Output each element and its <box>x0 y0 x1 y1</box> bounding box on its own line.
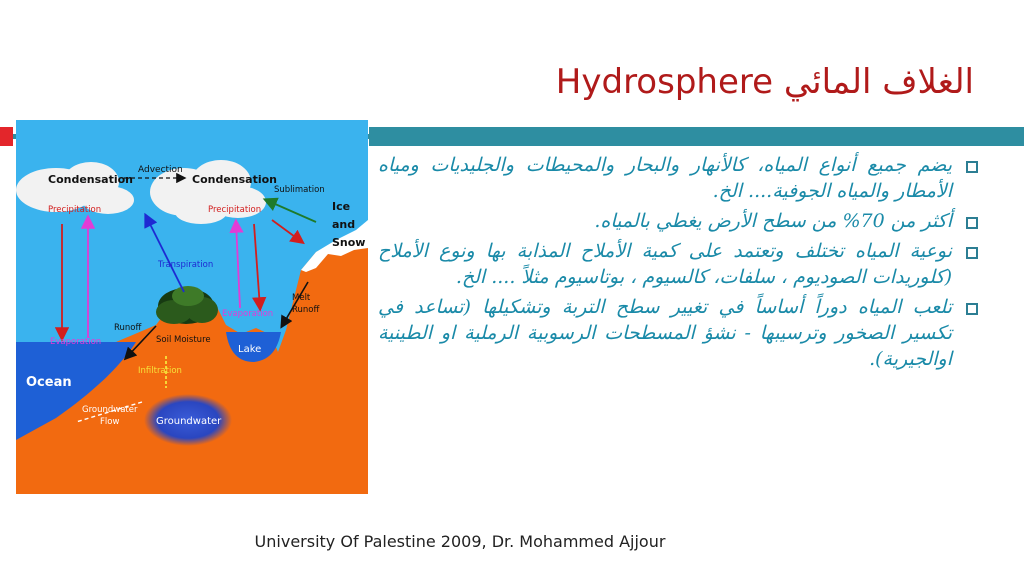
bullet-text: تلعب المياه دوراً أساساً في تغيير سطح التربة وتشكيلها (تساعد في تكسير الصخور وترسيبها - نشؤ المسطحات الرسوبية الرملية او الطينية اوالجيرية). <box>378 296 952 370</box>
bullet-square-icon <box>966 161 978 173</box>
label-evaporation-left: Evaporation <box>50 337 102 347</box>
bullet-item <box>378 294 980 372</box>
label-melt-runoff: Runoff <box>292 305 320 315</box>
label-precipitation-right: Precipitation <box>208 205 262 215</box>
label-ice: Ice <box>332 200 351 213</box>
bullet-square-icon <box>966 303 978 315</box>
label-condensation-left: Condensation <box>48 173 134 186</box>
label-groundwater: Groundwater <box>156 416 222 427</box>
label-soil-moisture: Soil Moisture <box>156 335 211 345</box>
label-precipitation-left: Precipitation <box>48 205 102 215</box>
title-accent-red <box>0 127 13 146</box>
bullet-item <box>378 152 980 204</box>
label-condensation-right: Condensation <box>192 173 278 186</box>
label-melt: Melt <box>292 293 311 303</box>
label-ocean: Ocean <box>26 375 72 390</box>
label-transpiration: Transpiration <box>158 260 214 270</box>
label-groundwater-flow-2: Flow <box>100 417 120 427</box>
bullet-item <box>378 238 980 290</box>
bullet-text: أكثر من 70% من سطح الأرض يغطي بالمياه. <box>594 210 952 232</box>
label-evaporation-mid: Evaporation <box>222 309 274 319</box>
bullet-square-icon <box>966 217 978 229</box>
label-snow: Snow <box>332 236 366 249</box>
bullet-square-icon <box>966 247 978 259</box>
bullet-text: يضم جميع أنواع المياه، كالأنهار والبحار والمحيطات والجليديات ومياه الأمطار والمياه الجوفية.... الخ. <box>378 154 952 202</box>
bullet-item <box>378 208 980 234</box>
slide-footer: University Of Palestine 2009, Dr. Mohammed Ajjour <box>254 532 666 551</box>
title-divider-bar <box>369 127 1024 146</box>
bullet-list <box>378 152 980 376</box>
slide-title: Hydrosphere الغلاف المائي <box>555 62 974 102</box>
label-sublimation: Sublimation <box>274 185 325 195</box>
bullet-text: نوعية المياه تختلف وتعتمد على كمية الأملاح المذابة بها ونوع الأملاح (كلوريدات الصوديوم ، سلفات، كالسيوم ، بوتاسيوم مثلاً .... الخ. <box>378 240 952 288</box>
label-runoff: Runoff <box>114 323 142 333</box>
label-groundwater-flow-1: Groundwater <box>82 405 138 415</box>
label-and: and <box>332 218 356 231</box>
label-advection: Advection <box>138 165 183 175</box>
label-infiltration: Infiltration <box>138 366 182 376</box>
water-cycle-diagram <box>16 120 368 494</box>
label-lake: Lake <box>238 344 262 355</box>
